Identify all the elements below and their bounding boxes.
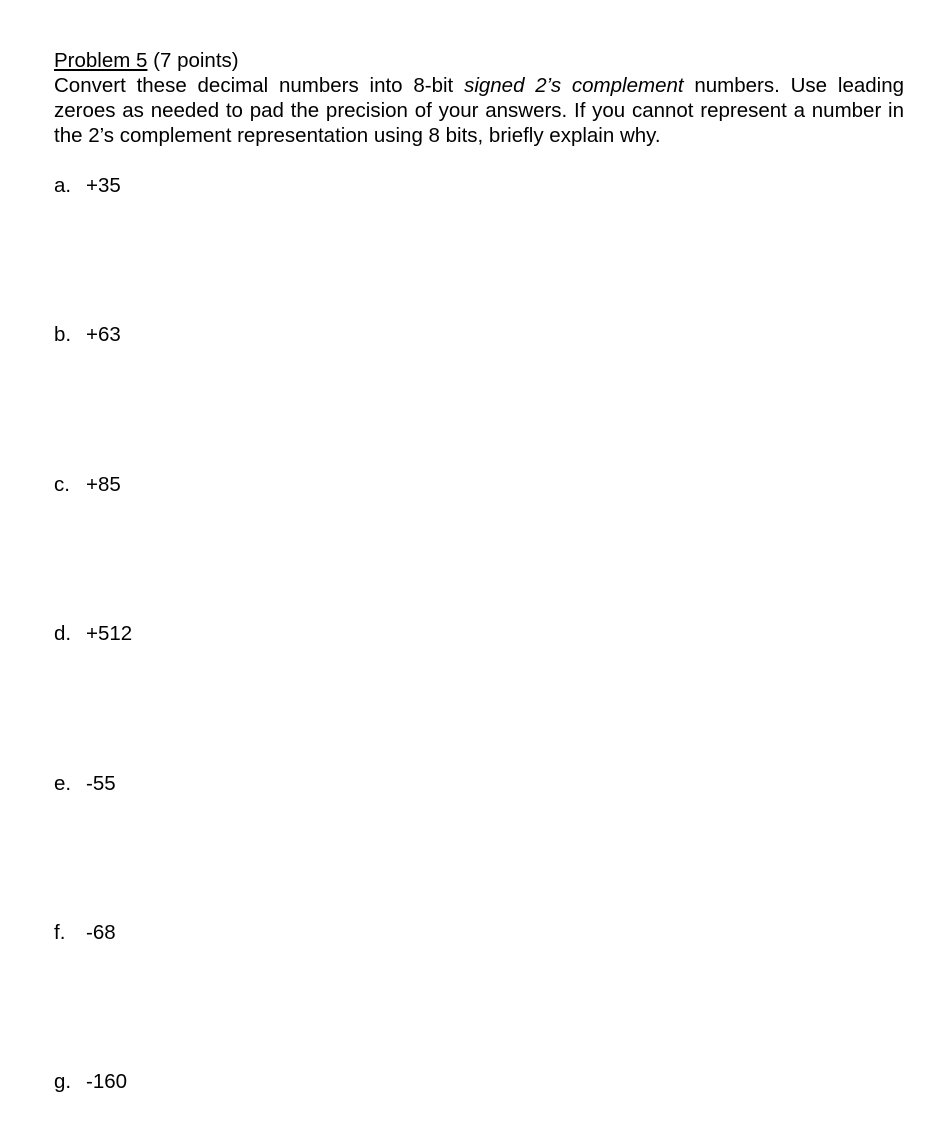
list-item-a	[54, 173, 121, 198]
item-letter: b.	[54, 323, 72, 346]
item-value: -55	[86, 772, 116, 795]
list-item-b	[54, 322, 121, 347]
item-value: +35	[86, 174, 121, 197]
problem-prompt	[54, 73, 904, 148]
item-letter: a.	[54, 174, 72, 197]
problem-points: (7 points)	[153, 49, 239, 72]
list-item-c	[54, 472, 121, 497]
list-item-d	[54, 621, 132, 646]
item-letter: c.	[54, 473, 70, 496]
list-item-e	[54, 771, 116, 796]
prompt-part-1: Convert these decimal numbers into 8-bit	[54, 74, 465, 97]
item-letter: g.	[54, 1070, 72, 1093]
problem-title: Problem 5	[54, 49, 148, 72]
item-letter: f.	[54, 921, 66, 944]
problem-heading	[54, 48, 914, 73]
list-item-g	[54, 1069, 127, 1094]
item-value: +63	[86, 323, 121, 346]
problem-block	[54, 48, 914, 148]
item-value: -68	[86, 921, 116, 944]
item-letter: d.	[54, 622, 72, 645]
list-item-f	[54, 920, 116, 945]
item-value: +85	[86, 473, 121, 496]
prompt-part-2: numbers. Use leading zeroes as needed to pad the precision of your answers. If you cannot represent a number in the 2’s complement representation using 8 bits, briefly explain why.	[54, 74, 904, 147]
item-value: +512	[86, 622, 133, 645]
prompt-emphasis: signed 2’s complement	[464, 74, 684, 97]
item-letter: e.	[54, 772, 72, 795]
item-value: -160	[86, 1070, 128, 1093]
